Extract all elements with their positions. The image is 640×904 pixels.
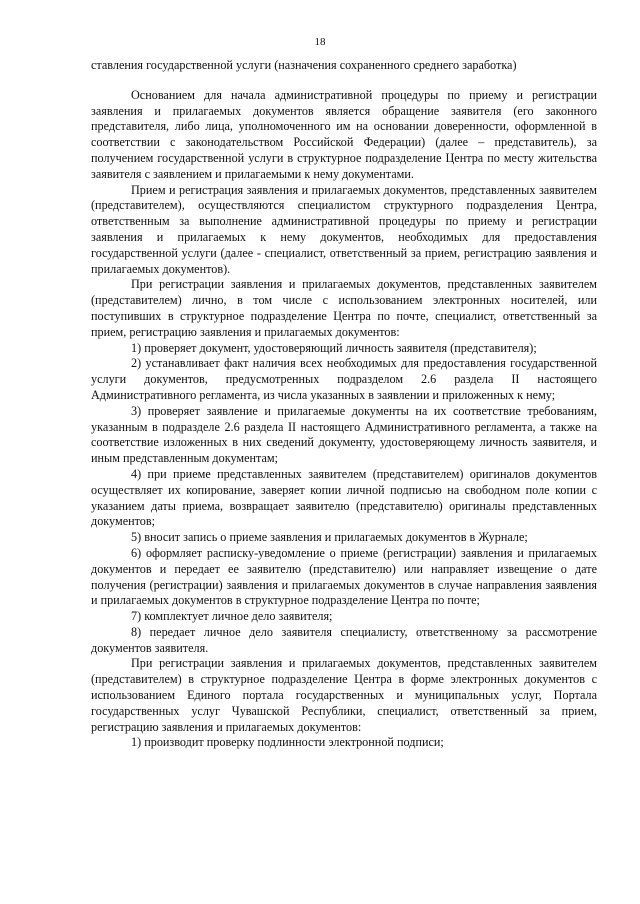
list-item: 3) проверяет заявление и прилагаемые документы на их соответствие требованиям, указанным в подразделе 2.6 раздела II настоящего Административного регламента, а также на соответствие изложенных в них сведений документу, удостоверяющему личность заявителя, и иным представленным документам; [91, 403, 597, 466]
paragraph: Основанием для начала административной процедуры по приему и регистрации заявления и прилагаемых документов является обращение заявителя (его законного представителя, либо лица, уполномоченного им на основании доверенности, оформленной в соответствии с законодательством Российской Федерации) (далее – представитель), за получением государственной услуги в структурное подразделение Центра по месту жительства заявителя с заявлением и прилагаемыми к нему документами. [91, 87, 597, 181]
list-item: 1) производит проверку подлинности электронной подписи; [131, 735, 444, 750]
list-item: 8) передает личное дело заявителя специалисту, ответственному за рассмотрение документов заявителя. [91, 624, 597, 655]
paragraph: Прием и регистрация заявления и прилагаемых документов, представленных заявителем (представителем), осуществляются специалистом структурного подразделения Центра, ответственным за выполнение административной процедуры по приему и регистрации заявления и прилагаемых к нему документов, необходимых для предоставления государственной услуги (далее - специалист, ответственный за прием, регистрацию заявления и прилагаемых документов). [91, 182, 597, 276]
paragraph: При регистрации заявления и прилагаемых документов, представленных заявителем (представителем) лично, в том числе с использованием электронных носителей, или поступивших в структурное подразделение Центра по почте, специалист, ответственный за прием, регистрацию заявления и прилагаемых документов: [91, 277, 597, 339]
list-item: 1) проверяет документ, удостоверяющий личность заявителя (представителя); [131, 340, 537, 355]
list-item: 4) при приеме представленных заявителем (представителем) оригиналов документов осуществляет их копирование, заверяет копии личной подписью на свободном поле копии с указанием даты приема, возвращает заявителю (представителю) оригиналы представленных документов; [91, 466, 597, 529]
document-body [91, 58, 597, 751]
list-item: 6) оформляет расписку-уведомление о приеме (регистрации) заявления и прилагаемых документов и передает ее заявителю (представителю) или направляет извещение о дате получения (регистрации) заявления и прилагаемых документов в случае направления заявления и прилагаемых документов в структурное подразделение Центра по почте; [91, 545, 597, 608]
paragraph: При регистрации заявления и прилагаемых документов, представленных заявителем (представителем) в структурное подразделение Центра в форме электронных документов с использованием Единого портала государственных и муниципальных услуг, Портала государственных услуг Чувашской Республики, специалист, ответственный за прием, регистрацию заявления и прилагаемых документов: [91, 656, 597, 734]
paragraph-heading-continuation: ставления государственной услуги (назначения сохраненного среднего заработка) [91, 58, 517, 72]
list-item: 5) вносит запись о приеме заявления и прилагаемых документов в Журнале; [131, 530, 528, 545]
list-item: 7) комплектует личное дело заявителя; [131, 609, 333, 624]
list-item: 2) устанавливает факт наличия всех необходимых для предоставления государственной услуги документов, предусмотренных подразделом 2.6 раздела II настоящего Административного регламента, из числа указанных в заявлении и приложенных к нему; [91, 356, 597, 402]
page-number: 18 [314, 36, 326, 48]
